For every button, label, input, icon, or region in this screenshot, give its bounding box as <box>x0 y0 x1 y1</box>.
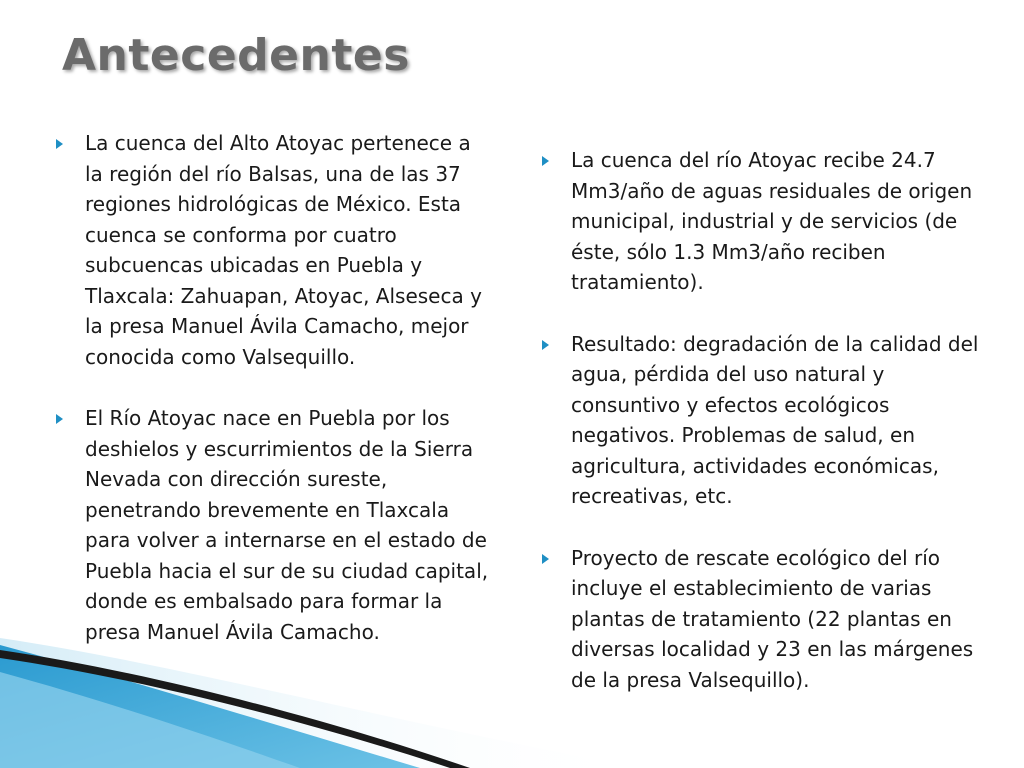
left-column <box>54 128 494 678</box>
right-column <box>540 145 980 726</box>
bullet-item <box>54 403 494 647</box>
triangle-right-icon <box>542 340 549 350</box>
bullet-text: Proyecto de rescate ecológico del río incluye el establecimiento de varias plantas de tratamiento (22 plantas en diversas localidad y 23 en las márgenes de la presa Valsequillo). <box>571 545 974 692</box>
bullet-item <box>540 145 980 298</box>
slide-title: Antecedentes <box>62 30 410 81</box>
bullet-text: La cuenca del Alto Atoyac pertenece a la región del río Balsas, una de las 37 regiones hidrológicas de México. Esta cuenca se conforma por cuatro subcuencas ubicadas en Puebla y Tlaxcala: Zahuapan, Atoyac, Alseseca y la presa Manuel Ávila Camacho, mejor conocida como Valsequillo. <box>85 131 482 369</box>
triangle-right-icon <box>542 156 549 166</box>
bullet-text: Resultado: degradación de la calidad del agua, pérdida del uso natural y consuntivo y efectos ecológicos negativos. Problemas de salud, en agricultura, actividades económicas, recreativas, etc. <box>571 331 979 508</box>
bullet-text: El Río Atoyac nace en Puebla por los deshielos y escurrimientos de la Sierra Nevada con dirección sureste, penetrando brevemente en Tlaxcala para volver a internarse en el estado de Puebla hacia el sur de su ciudad capital, donde es embalsado para formar la presa Manuel Ávila Camacho. <box>85 406 489 644</box>
bullet-item <box>540 543 980 696</box>
bullet-item <box>54 128 494 372</box>
bullet-item <box>540 329 980 512</box>
triangle-right-icon <box>542 554 549 564</box>
triangle-right-icon <box>56 414 63 424</box>
bullet-text: La cuenca del río Atoyac recibe 24.7 Mm3/año de aguas residuales de origen municipal, industrial y de servicios (de éste, sólo 1.3 Mm3/año reciben tratamiento). <box>571 148 973 294</box>
triangle-right-icon <box>56 139 63 149</box>
